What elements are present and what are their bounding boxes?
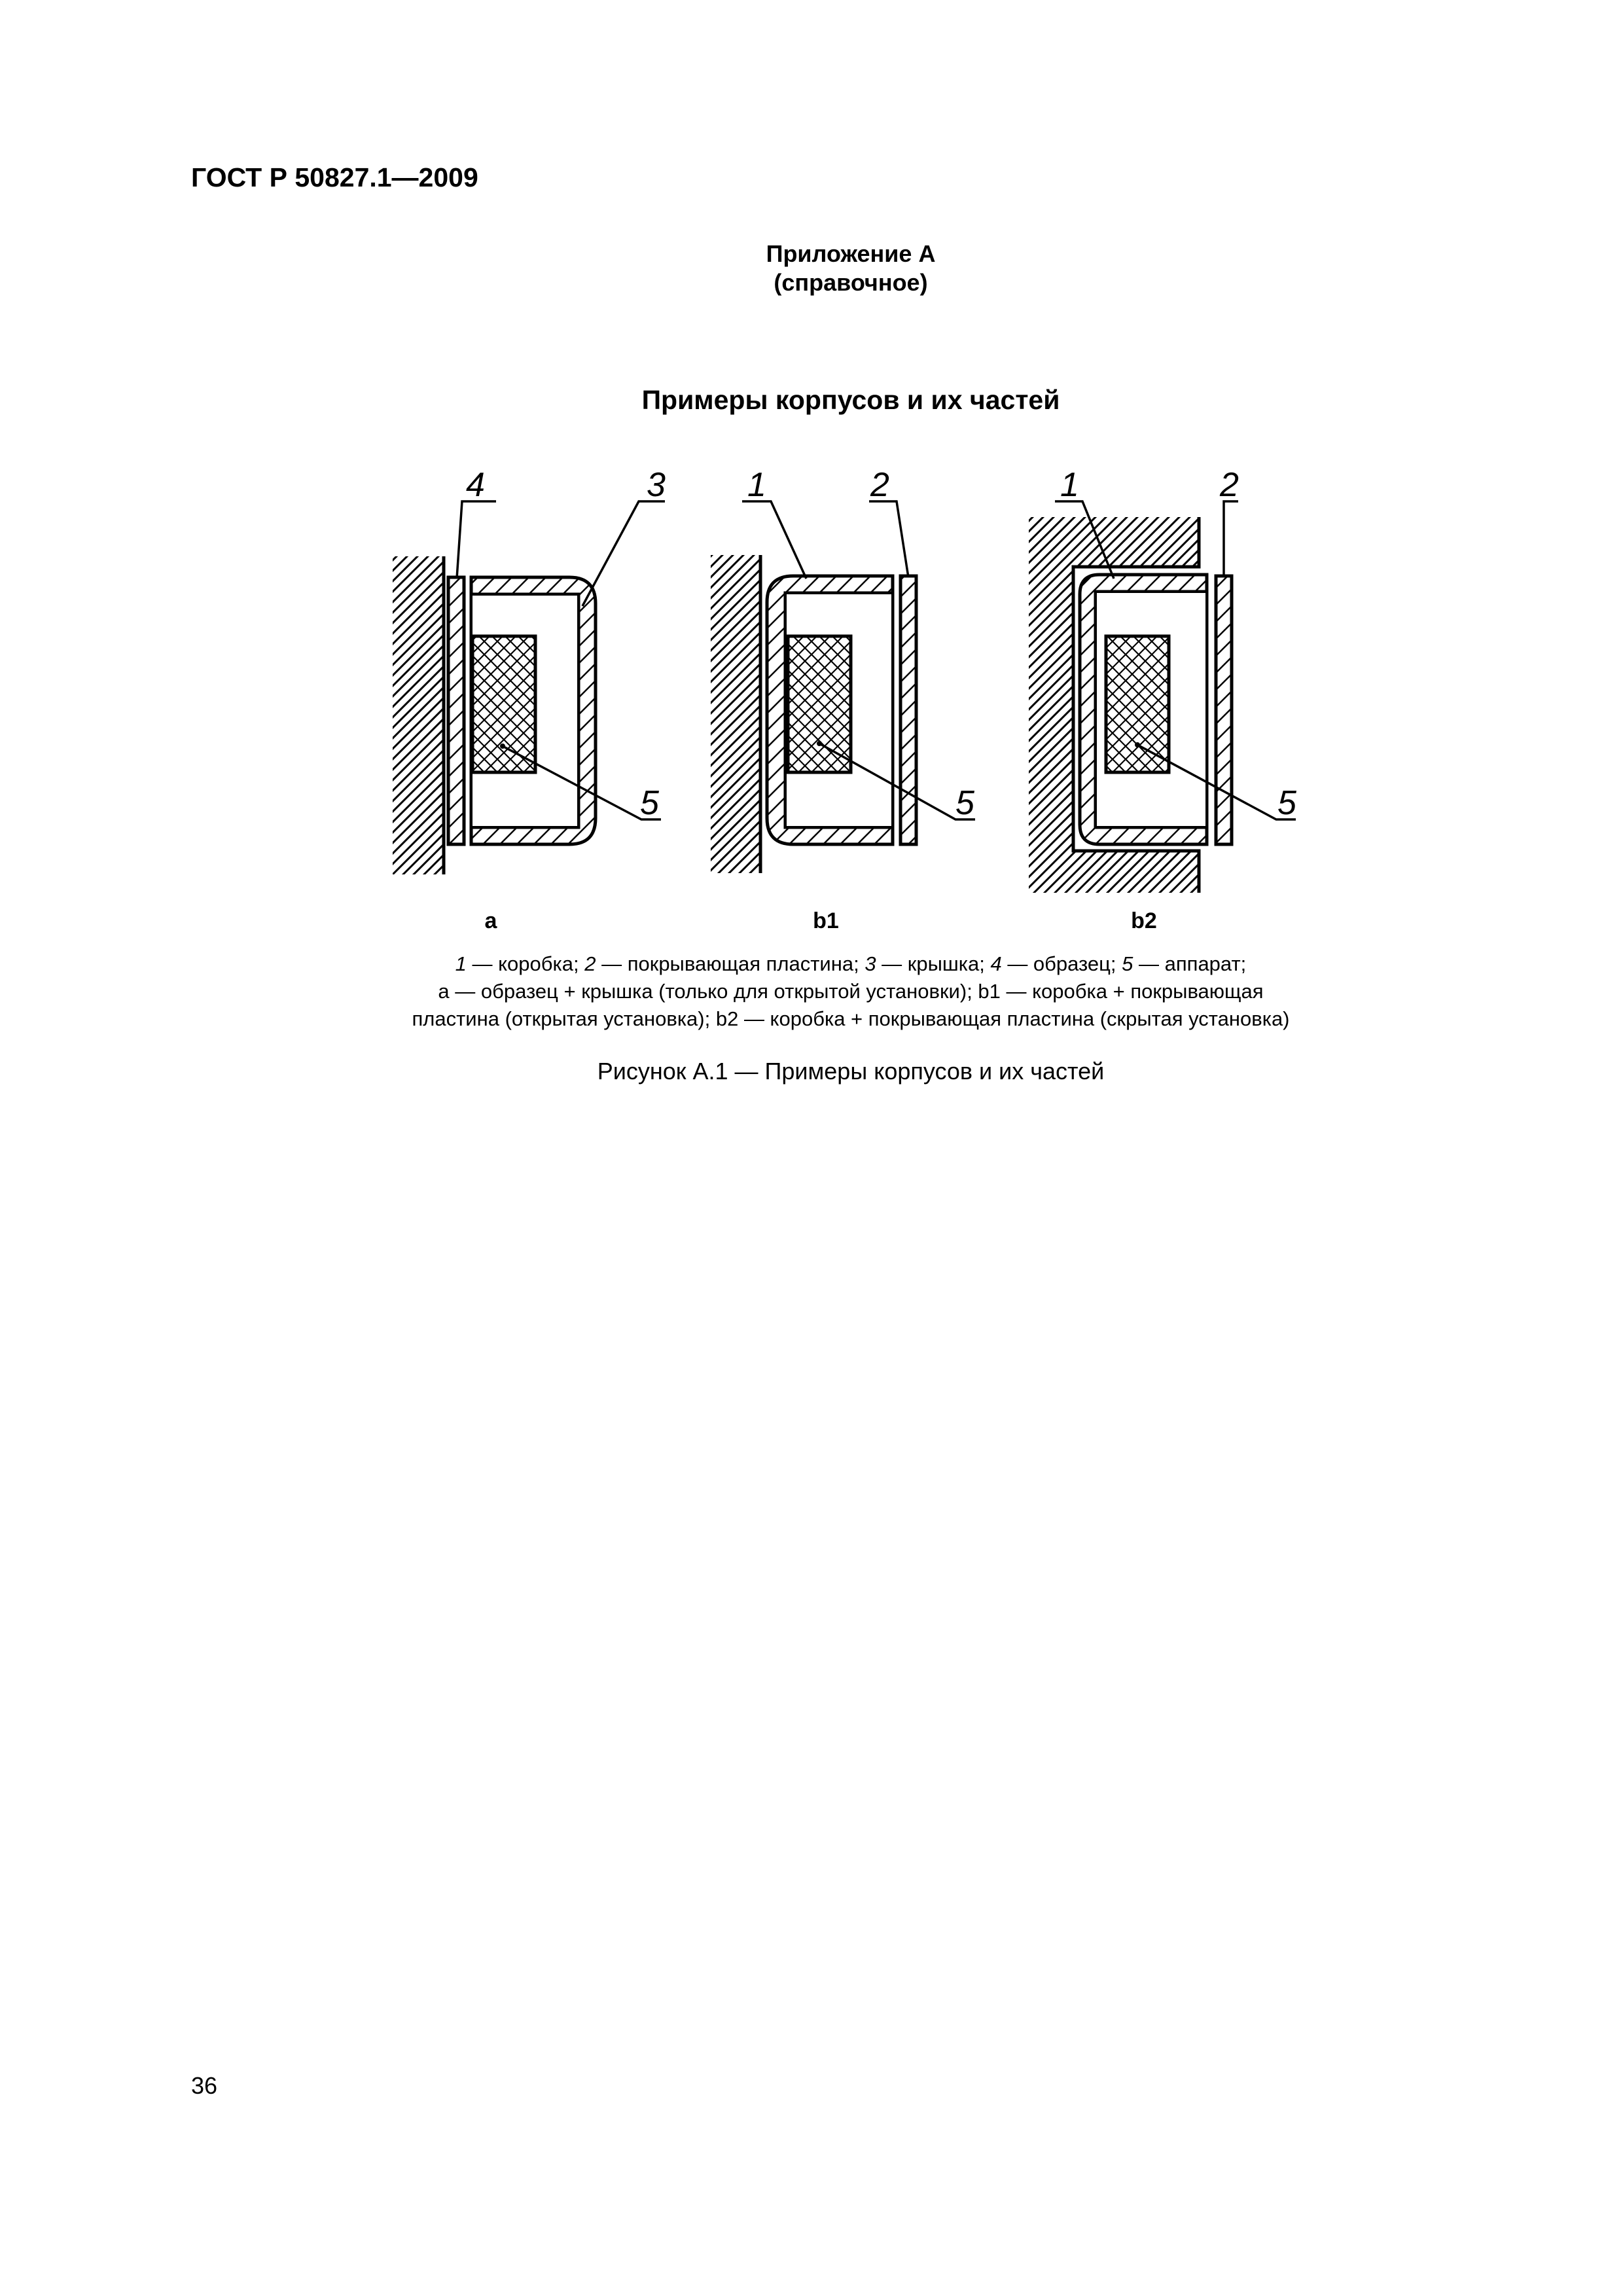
page-number: 36 — [191, 2072, 218, 2099]
callout-a-5: 5 — [640, 784, 659, 822]
legend-num-3: 3 — [865, 952, 876, 975]
legend-text-1: — коробка; — [466, 952, 585, 975]
section-title: Примеры корпусов и их частей — [641, 385, 1060, 415]
callout-b2-1: 1 — [1060, 466, 1079, 504]
figure-enclosure-examples — [366, 458, 1361, 956]
callout-b1-5: 5 — [955, 784, 974, 822]
legend-num-4: 4 — [990, 952, 1002, 975]
appendix-heading — [0, 240, 1623, 297]
apparatus-a — [473, 636, 535, 772]
cover-plate-b1 — [901, 576, 916, 844]
legend-text-4: — образец; — [1001, 952, 1122, 975]
legend-line-3: пластина (открытая установка); b2 — коробка + покрывающая пластина (скрытая установка) — [412, 1007, 1290, 1030]
panel-label-a: a — [484, 908, 497, 933]
callout-a-3: 3 — [647, 466, 666, 504]
callout-b1-1: 1 — [747, 466, 766, 504]
cover-plate-b2 — [1216, 576, 1232, 844]
legend-line-1 — [0, 950, 1623, 978]
panel-b1 — [711, 555, 916, 873]
appendix-title: Приложение А — [766, 240, 936, 267]
sample-plate-a — [448, 577, 464, 844]
apparatus-b2 — [1106, 636, 1169, 772]
legend-text-3: — крышка; — [876, 952, 991, 975]
panel-label-b2: b2 — [1131, 908, 1157, 933]
legend-text-2: — покрывающая пластина; — [596, 952, 865, 975]
legend-text-5: — аппарат; — [1133, 952, 1247, 975]
wall-a — [393, 556, 444, 874]
legend-num-1: 1 — [455, 952, 467, 975]
callout-b1-2: 2 — [870, 466, 889, 504]
figure-caption: Рисунок А.1 — Примеры корпусов и их частей — [597, 1058, 1105, 1085]
callout-b2-2: 2 — [1220, 466, 1239, 504]
panel-label-b1: b1 — [813, 908, 839, 933]
callout-a-4: 4 — [466, 466, 485, 504]
legend-num-5: 5 — [1122, 952, 1133, 975]
appendix-subtitle: (справочное) — [774, 269, 928, 296]
callout-b2-5: 5 — [1277, 784, 1296, 822]
document-code: ГОСТ Р 50827.1—2009 — [191, 162, 478, 192]
apparatus-b1 — [788, 636, 851, 772]
panel-a — [393, 556, 596, 874]
legend-num-2: 2 — [584, 952, 596, 975]
legend-line-2: a — образец + крышка (только для открытой установки); b1 — коробка + покрывающая — [438, 980, 1264, 1003]
wall-b1 — [711, 555, 760, 873]
figure-legend — [0, 950, 1623, 1033]
panel-b2 — [1029, 517, 1232, 893]
